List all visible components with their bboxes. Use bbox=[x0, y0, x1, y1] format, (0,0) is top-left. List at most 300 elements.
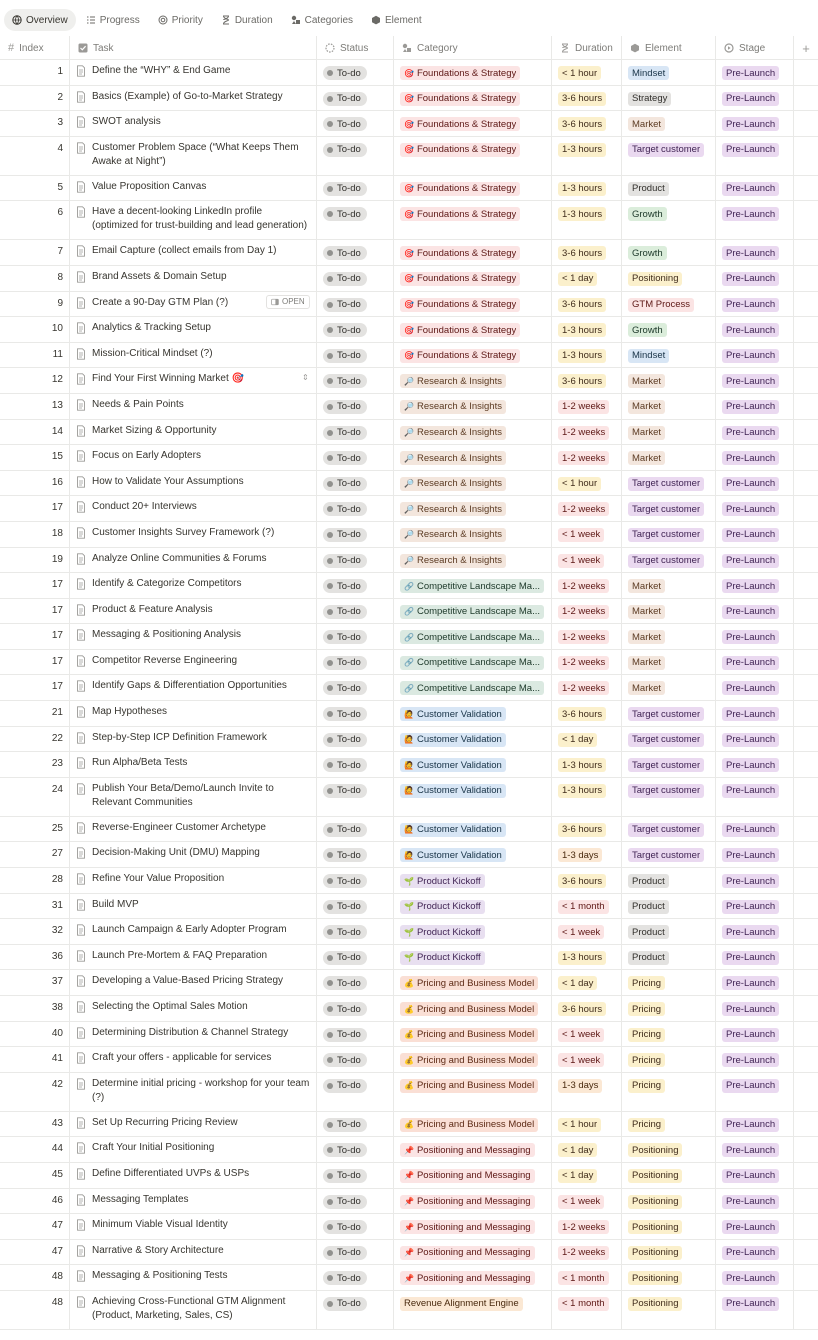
task-cell[interactable] bbox=[70, 1214, 317, 1239]
category-tag[interactable] bbox=[400, 323, 520, 337]
task-cell[interactable] bbox=[70, 137, 317, 175]
duration-cell[interactable] bbox=[552, 1047, 622, 1072]
stage-cell[interactable] bbox=[716, 650, 794, 675]
category-cell[interactable] bbox=[394, 817, 552, 842]
stage-cell[interactable] bbox=[716, 420, 794, 445]
duration-cell[interactable] bbox=[552, 420, 622, 445]
duration-tag[interactable]: < 1 hour bbox=[558, 66, 601, 80]
category-cell[interactable] bbox=[394, 60, 552, 85]
element-cell[interactable] bbox=[622, 701, 716, 726]
category-cell[interactable] bbox=[394, 111, 552, 136]
duration-cell[interactable] bbox=[552, 368, 622, 393]
stage-tag[interactable]: Pre-Launch bbox=[722, 1079, 779, 1093]
status-cell[interactable] bbox=[317, 1112, 394, 1137]
stage-tag[interactable]: Pre-Launch bbox=[722, 925, 779, 939]
category-tag[interactable] bbox=[400, 681, 544, 695]
task-cell[interactable] bbox=[70, 1163, 317, 1188]
element-cell[interactable] bbox=[622, 1112, 716, 1137]
stage-tag[interactable]: Pre-Launch bbox=[722, 66, 779, 80]
category-cell[interactable] bbox=[394, 1022, 552, 1047]
category-tag[interactable] bbox=[400, 182, 520, 196]
status-badge[interactable] bbox=[323, 554, 367, 568]
element-cell[interactable] bbox=[622, 919, 716, 944]
task-title[interactable]: How to Validate Your Assumptions bbox=[92, 475, 244, 487]
duration-tag[interactable]: < 1 month bbox=[558, 900, 609, 914]
task-cell[interactable] bbox=[70, 445, 317, 470]
task-title[interactable]: Have a decent-looking LinkedIn profile (optimized for trust-building and lead generation) bbox=[92, 206, 308, 232]
category-tag[interactable] bbox=[400, 1195, 535, 1209]
task-cell[interactable] bbox=[70, 111, 317, 136]
stage-cell[interactable] bbox=[716, 1214, 794, 1239]
status-cell[interactable] bbox=[317, 1163, 394, 1188]
status-badge[interactable] bbox=[323, 400, 367, 414]
task-title[interactable]: Minimum Viable Visual Identity bbox=[92, 1219, 228, 1231]
task-cell[interactable] bbox=[70, 701, 317, 726]
category-cell[interactable] bbox=[394, 778, 552, 816]
category-tag[interactable] bbox=[400, 951, 485, 965]
stage-cell[interactable] bbox=[716, 343, 794, 368]
category-tag[interactable] bbox=[400, 117, 520, 131]
task-cell[interactable] bbox=[70, 894, 317, 919]
element-tag[interactable]: Product bbox=[628, 874, 669, 888]
status-cell[interactable] bbox=[317, 137, 394, 175]
duration-tag[interactable]: < 1 week bbox=[558, 925, 604, 939]
element-tag[interactable]: Pricing bbox=[628, 1028, 665, 1042]
stage-tag[interactable]: Pre-Launch bbox=[722, 143, 779, 157]
stage-cell[interactable] bbox=[716, 624, 794, 649]
task-cell[interactable] bbox=[70, 573, 317, 598]
category-cell[interactable] bbox=[394, 343, 552, 368]
stage-tag[interactable]: Pre-Launch bbox=[722, 374, 779, 388]
column-header-index[interactable]: # Index bbox=[0, 36, 70, 60]
task-title[interactable]: Map Hypotheses bbox=[92, 706, 168, 718]
stage-cell[interactable] bbox=[716, 752, 794, 777]
element-tag[interactable]: Target customer bbox=[628, 502, 704, 516]
stage-cell[interactable] bbox=[716, 1112, 794, 1137]
element-tag[interactable]: Positioning bbox=[628, 1246, 682, 1260]
status-cell[interactable] bbox=[317, 1265, 394, 1290]
element-tag[interactable]: Market bbox=[628, 656, 665, 670]
element-cell[interactable] bbox=[622, 266, 716, 291]
category-tag[interactable] bbox=[400, 400, 506, 414]
status-badge[interactable] bbox=[323, 246, 367, 260]
status-badge[interactable] bbox=[323, 1169, 367, 1183]
element-cell[interactable] bbox=[622, 778, 716, 816]
duration-tag[interactable]: < 1 week bbox=[558, 1053, 604, 1067]
duration-tag[interactable]: 1-3 hours bbox=[558, 758, 606, 772]
status-cell[interactable] bbox=[317, 394, 394, 419]
task-cell[interactable] bbox=[70, 1291, 317, 1329]
duration-tag[interactable]: 1-2 weeks bbox=[558, 681, 609, 695]
status-badge[interactable] bbox=[323, 733, 367, 747]
task-cell[interactable] bbox=[70, 778, 317, 816]
status-badge[interactable] bbox=[323, 1220, 367, 1234]
stage-tag[interactable]: Pre-Launch bbox=[722, 477, 779, 491]
task-title[interactable]: Analytics & Tracking Setup bbox=[92, 322, 211, 334]
duration-cell[interactable] bbox=[552, 522, 622, 547]
category-tag[interactable] bbox=[400, 92, 520, 106]
duration-tag[interactable]: 1-2 weeks bbox=[558, 451, 609, 465]
stage-cell[interactable] bbox=[716, 60, 794, 85]
category-tag[interactable] bbox=[400, 656, 544, 670]
category-cell[interactable] bbox=[394, 1137, 552, 1162]
stage-cell[interactable] bbox=[716, 894, 794, 919]
element-tag[interactable]: Market bbox=[628, 630, 665, 644]
element-tag[interactable]: Pricing bbox=[628, 976, 665, 990]
category-tag[interactable] bbox=[400, 1118, 538, 1132]
element-tag[interactable]: Market bbox=[628, 605, 665, 619]
element-cell[interactable] bbox=[622, 1073, 716, 1111]
status-badge[interactable] bbox=[323, 707, 367, 721]
duration-cell[interactable] bbox=[552, 137, 622, 175]
task-title[interactable]: Determining Distribution & Channel Strategy bbox=[92, 1026, 289, 1038]
category-tag[interactable] bbox=[400, 733, 506, 747]
duration-cell[interactable] bbox=[552, 842, 622, 867]
status-badge[interactable] bbox=[323, 502, 367, 516]
status-cell[interactable] bbox=[317, 343, 394, 368]
status-badge[interactable] bbox=[323, 272, 367, 286]
task-title[interactable]: Refine Your Value Proposition bbox=[92, 873, 225, 885]
task-title[interactable]: Identify Gaps & Differentiation Opportunities bbox=[92, 680, 287, 692]
status-cell[interactable] bbox=[317, 1047, 394, 1072]
task-cell[interactable] bbox=[70, 1265, 317, 1290]
category-cell[interactable] bbox=[394, 701, 552, 726]
category-cell[interactable] bbox=[394, 137, 552, 175]
duration-cell[interactable] bbox=[552, 317, 622, 342]
status-cell[interactable] bbox=[317, 1291, 394, 1329]
category-tag[interactable] bbox=[400, 1297, 523, 1311]
duration-tag[interactable]: 1-3 hours bbox=[558, 143, 606, 157]
duration-cell[interactable] bbox=[552, 919, 622, 944]
status-badge[interactable] bbox=[323, 951, 367, 965]
duration-cell[interactable] bbox=[552, 60, 622, 85]
task-cell[interactable] bbox=[70, 1240, 317, 1265]
element-tag[interactable]: Market bbox=[628, 579, 665, 593]
status-badge[interactable] bbox=[323, 605, 367, 619]
category-cell[interactable] bbox=[394, 1047, 552, 1072]
element-cell[interactable] bbox=[622, 1291, 716, 1329]
status-badge[interactable] bbox=[323, 182, 367, 196]
status-cell[interactable] bbox=[317, 1214, 394, 1239]
element-cell[interactable] bbox=[622, 817, 716, 842]
stage-tag[interactable]: Pre-Launch bbox=[722, 1169, 779, 1183]
category-cell[interactable] bbox=[394, 1240, 552, 1265]
element-cell[interactable] bbox=[622, 894, 716, 919]
status-cell[interactable] bbox=[317, 420, 394, 445]
element-tag[interactable]: Growth bbox=[628, 207, 667, 221]
duration-cell[interactable] bbox=[552, 343, 622, 368]
stage-cell[interactable] bbox=[716, 727, 794, 752]
element-cell[interactable] bbox=[622, 624, 716, 649]
category-cell[interactable] bbox=[394, 292, 552, 317]
duration-cell[interactable] bbox=[552, 778, 622, 816]
tab-duration[interactable] bbox=[213, 9, 281, 31]
category-cell[interactable] bbox=[394, 573, 552, 598]
duration-tag[interactable]: 1-3 hours bbox=[558, 951, 606, 965]
task-cell[interactable] bbox=[70, 1112, 317, 1137]
category-tag[interactable] bbox=[400, 349, 520, 363]
status-badge[interactable] bbox=[323, 579, 367, 593]
stage-tag[interactable]: Pre-Launch bbox=[722, 1002, 779, 1016]
category-cell[interactable] bbox=[394, 1112, 552, 1137]
element-cell[interactable] bbox=[622, 970, 716, 995]
stage-tag[interactable]: Pre-Launch bbox=[722, 400, 779, 414]
task-title[interactable]: Identify & Categorize Competitors bbox=[92, 578, 242, 590]
category-tag[interactable] bbox=[400, 374, 506, 388]
element-tag[interactable]: Target customer bbox=[628, 733, 704, 747]
status-cell[interactable] bbox=[317, 842, 394, 867]
element-tag[interactable]: Product bbox=[628, 900, 669, 914]
stage-cell[interactable] bbox=[716, 778, 794, 816]
duration-tag[interactable]: < 1 month bbox=[558, 1271, 609, 1285]
task-cell[interactable] bbox=[70, 496, 317, 521]
duration-tag[interactable]: 3-6 hours bbox=[558, 1002, 606, 1016]
stage-cell[interactable] bbox=[716, 111, 794, 136]
category-cell[interactable] bbox=[394, 266, 552, 291]
stage-cell[interactable] bbox=[716, 496, 794, 521]
duration-cell[interactable] bbox=[552, 445, 622, 470]
element-tag[interactable]: GTM Process bbox=[628, 298, 694, 312]
task-title[interactable]: Mission-Critical Mindset (?) bbox=[92, 347, 213, 359]
element-tag[interactable]: Target customer bbox=[628, 554, 704, 568]
column-header-duration[interactable]: Duration bbox=[552, 36, 622, 60]
status-cell[interactable] bbox=[317, 111, 394, 136]
stage-cell[interactable] bbox=[716, 1163, 794, 1188]
stage-tag[interactable]: Pre-Launch bbox=[722, 207, 779, 221]
task-title[interactable]: Developing a Value-Based Pricing Strategy bbox=[92, 975, 284, 987]
task-cell[interactable] bbox=[70, 996, 317, 1021]
category-cell[interactable] bbox=[394, 445, 552, 470]
element-cell[interactable] bbox=[622, 176, 716, 201]
stage-cell[interactable] bbox=[716, 394, 794, 419]
stage-cell[interactable] bbox=[716, 919, 794, 944]
status-badge[interactable] bbox=[323, 874, 367, 888]
category-cell[interactable] bbox=[394, 1163, 552, 1188]
category-cell[interactable] bbox=[394, 945, 552, 970]
stage-cell[interactable] bbox=[716, 573, 794, 598]
element-tag[interactable]: Market bbox=[628, 374, 665, 388]
task-title[interactable]: Messaging & Positioning Analysis bbox=[92, 629, 241, 641]
duration-cell[interactable] bbox=[552, 240, 622, 265]
status-cell[interactable] bbox=[317, 1137, 394, 1162]
duration-tag[interactable]: < 1 month bbox=[558, 1297, 609, 1311]
status-badge[interactable] bbox=[323, 374, 367, 388]
category-tag[interactable] bbox=[400, 1169, 535, 1183]
task-cell[interactable] bbox=[70, 394, 317, 419]
category-tag[interactable] bbox=[400, 758, 506, 772]
stage-tag[interactable]: Pre-Launch bbox=[722, 117, 779, 131]
status-cell[interactable] bbox=[317, 817, 394, 842]
stage-tag[interactable]: Pre-Launch bbox=[722, 323, 779, 337]
element-tag[interactable]: Mindset bbox=[628, 349, 669, 363]
stage-cell[interactable] bbox=[716, 599, 794, 624]
category-tag[interactable] bbox=[400, 900, 485, 914]
category-tag[interactable] bbox=[400, 1220, 535, 1234]
category-tag[interactable] bbox=[400, 207, 520, 221]
duration-tag[interactable]: 3-6 hours bbox=[558, 92, 606, 106]
stage-cell[interactable] bbox=[716, 176, 794, 201]
element-cell[interactable] bbox=[622, 420, 716, 445]
task-title[interactable]: Achieving Cross-Functional GTM Alignment (Product, Marketing, Sales, CS) bbox=[92, 1295, 286, 1321]
category-cell[interactable] bbox=[394, 650, 552, 675]
category-tag[interactable] bbox=[400, 1271, 535, 1285]
element-cell[interactable] bbox=[622, 522, 716, 547]
task-title[interactable]: Step-by-Step ICP Definition Framework bbox=[92, 731, 267, 743]
status-badge[interactable] bbox=[323, 976, 367, 990]
task-cell[interactable] bbox=[70, 970, 317, 995]
element-tag[interactable]: Pricing bbox=[628, 1002, 665, 1016]
task-cell[interactable] bbox=[70, 420, 317, 445]
status-badge[interactable] bbox=[323, 66, 367, 80]
status-badge[interactable] bbox=[323, 143, 367, 157]
element-tag[interactable]: Mindset bbox=[628, 66, 669, 80]
category-tag[interactable] bbox=[400, 246, 520, 260]
category-cell[interactable] bbox=[394, 868, 552, 893]
status-badge[interactable] bbox=[323, 900, 367, 914]
duration-tag[interactable]: < 1 week bbox=[558, 1195, 604, 1209]
status-cell[interactable] bbox=[317, 317, 394, 342]
task-cell[interactable] bbox=[70, 548, 317, 573]
task-title[interactable]: Craft Your Initial Positioning bbox=[92, 1142, 215, 1154]
status-badge[interactable] bbox=[323, 1143, 367, 1157]
element-tag[interactable]: Market bbox=[628, 426, 665, 440]
status-cell[interactable] bbox=[317, 868, 394, 893]
duration-cell[interactable] bbox=[552, 1214, 622, 1239]
element-cell[interactable] bbox=[622, 496, 716, 521]
duration-tag[interactable]: 1-3 days bbox=[558, 1079, 602, 1093]
stage-tag[interactable]: Pre-Launch bbox=[722, 1271, 779, 1285]
status-cell[interactable] bbox=[317, 548, 394, 573]
element-tag[interactable]: Market bbox=[628, 117, 665, 131]
duration-cell[interactable] bbox=[552, 701, 622, 726]
status-cell[interactable] bbox=[317, 624, 394, 649]
task-title[interactable]: Craft your offers - applicable for services bbox=[92, 1052, 272, 1064]
element-tag[interactable]: Target customer bbox=[628, 784, 704, 798]
status-badge[interactable] bbox=[323, 1002, 367, 1016]
status-badge[interactable] bbox=[323, 1246, 367, 1260]
element-cell[interactable] bbox=[622, 548, 716, 573]
status-cell[interactable] bbox=[317, 471, 394, 496]
element-cell[interactable] bbox=[622, 599, 716, 624]
stage-tag[interactable]: Pre-Launch bbox=[722, 246, 779, 260]
status-badge[interactable] bbox=[323, 925, 367, 939]
stage-cell[interactable] bbox=[716, 292, 794, 317]
tab-overview[interactable] bbox=[4, 9, 76, 31]
status-cell[interactable] bbox=[317, 60, 394, 85]
status-cell[interactable] bbox=[317, 701, 394, 726]
category-cell[interactable] bbox=[394, 1214, 552, 1239]
duration-tag[interactable]: 1-2 weeks bbox=[558, 426, 609, 440]
duration-tag[interactable]: 3-6 hours bbox=[558, 374, 606, 388]
task-title[interactable]: Launch Campaign & Early Adopter Program bbox=[92, 924, 287, 936]
duration-tag[interactable]: < 1 hour bbox=[558, 477, 601, 491]
status-badge[interactable] bbox=[323, 656, 367, 670]
duration-cell[interactable] bbox=[552, 599, 622, 624]
task-cell[interactable] bbox=[70, 817, 317, 842]
task-title[interactable]: Needs & Pain Points bbox=[92, 398, 184, 410]
status-cell[interactable] bbox=[317, 266, 394, 291]
task-title[interactable]: Competitor Reverse Engineering bbox=[92, 654, 238, 666]
task-title[interactable]: Focus on Early Adopters bbox=[92, 450, 201, 462]
tab-categories[interactable] bbox=[283, 9, 361, 31]
element-tag[interactable]: Growth bbox=[628, 323, 667, 337]
element-cell[interactable] bbox=[622, 111, 716, 136]
category-tag[interactable] bbox=[400, 579, 544, 593]
stage-tag[interactable]: Pre-Launch bbox=[722, 272, 779, 286]
stage-tag[interactable]: Pre-Launch bbox=[722, 848, 779, 862]
task-cell[interactable] bbox=[70, 1073, 317, 1111]
task-title[interactable]: Market Sizing & Opportunity bbox=[92, 424, 217, 436]
status-badge[interactable] bbox=[323, 784, 367, 798]
stage-cell[interactable] bbox=[716, 996, 794, 1021]
duration-tag[interactable]: 3-6 hours bbox=[558, 117, 606, 131]
stage-cell[interactable] bbox=[716, 471, 794, 496]
task-title[interactable]: Define the “WHY” & End Game bbox=[92, 65, 231, 76]
stage-tag[interactable]: Pre-Launch bbox=[722, 976, 779, 990]
category-tag[interactable] bbox=[400, 976, 538, 990]
task-cell[interactable] bbox=[70, 86, 317, 111]
stage-cell[interactable] bbox=[716, 1240, 794, 1265]
category-tag[interactable] bbox=[400, 1002, 538, 1016]
stage-cell[interactable] bbox=[716, 842, 794, 867]
status-cell[interactable] bbox=[317, 240, 394, 265]
task-cell[interactable] bbox=[70, 727, 317, 752]
element-cell[interactable] bbox=[622, 1189, 716, 1214]
stage-tag[interactable]: Pre-Launch bbox=[722, 426, 779, 440]
stage-tag[interactable]: Pre-Launch bbox=[722, 528, 779, 542]
duration-cell[interactable] bbox=[552, 201, 622, 239]
duration-cell[interactable] bbox=[552, 86, 622, 111]
task-cell[interactable] bbox=[70, 752, 317, 777]
category-tag[interactable] bbox=[400, 1028, 538, 1042]
stage-cell[interactable] bbox=[716, 548, 794, 573]
category-cell[interactable] bbox=[394, 394, 552, 419]
element-tag[interactable]: Positioning bbox=[628, 1271, 682, 1285]
stage-tag[interactable]: Pre-Launch bbox=[722, 1143, 779, 1157]
task-cell[interactable] bbox=[70, 599, 317, 624]
duration-tag[interactable]: 1-2 weeks bbox=[558, 400, 609, 414]
stage-cell[interactable] bbox=[716, 266, 794, 291]
stage-cell[interactable] bbox=[716, 868, 794, 893]
stage-tag[interactable]: Pre-Launch bbox=[722, 298, 779, 312]
stage-cell[interactable] bbox=[716, 522, 794, 547]
task-title[interactable]: Determine initial pricing - workshop for your team (?) bbox=[92, 1077, 310, 1103]
status-cell[interactable] bbox=[317, 970, 394, 995]
duration-tag[interactable]: < 1 week bbox=[558, 528, 604, 542]
duration-cell[interactable] bbox=[552, 496, 622, 521]
status-badge[interactable] bbox=[323, 1118, 367, 1132]
stage-cell[interactable] bbox=[716, 201, 794, 239]
duration-tag[interactable]: 1-3 hours bbox=[558, 349, 606, 363]
status-badge[interactable] bbox=[323, 477, 367, 491]
element-tag[interactable]: Market bbox=[628, 681, 665, 695]
stage-tag[interactable]: Pre-Launch bbox=[722, 92, 779, 106]
element-cell[interactable] bbox=[622, 1163, 716, 1188]
task-cell[interactable] bbox=[70, 240, 317, 265]
duration-tag[interactable]: 1-2 weeks bbox=[558, 605, 609, 619]
duration-tag[interactable]: < 1 day bbox=[558, 1143, 597, 1157]
element-cell[interactable] bbox=[622, 1240, 716, 1265]
category-tag[interactable] bbox=[400, 874, 485, 888]
category-cell[interactable] bbox=[394, 86, 552, 111]
column-header-element[interactable]: Element bbox=[622, 36, 716, 60]
element-cell[interactable] bbox=[622, 60, 716, 85]
task-title[interactable]: Basics (Example) of Go-to-Market Strategy bbox=[92, 90, 283, 102]
element-cell[interactable] bbox=[622, 573, 716, 598]
stage-cell[interactable] bbox=[716, 445, 794, 470]
status-cell[interactable] bbox=[317, 86, 394, 111]
tab-progress[interactable] bbox=[78, 9, 148, 31]
